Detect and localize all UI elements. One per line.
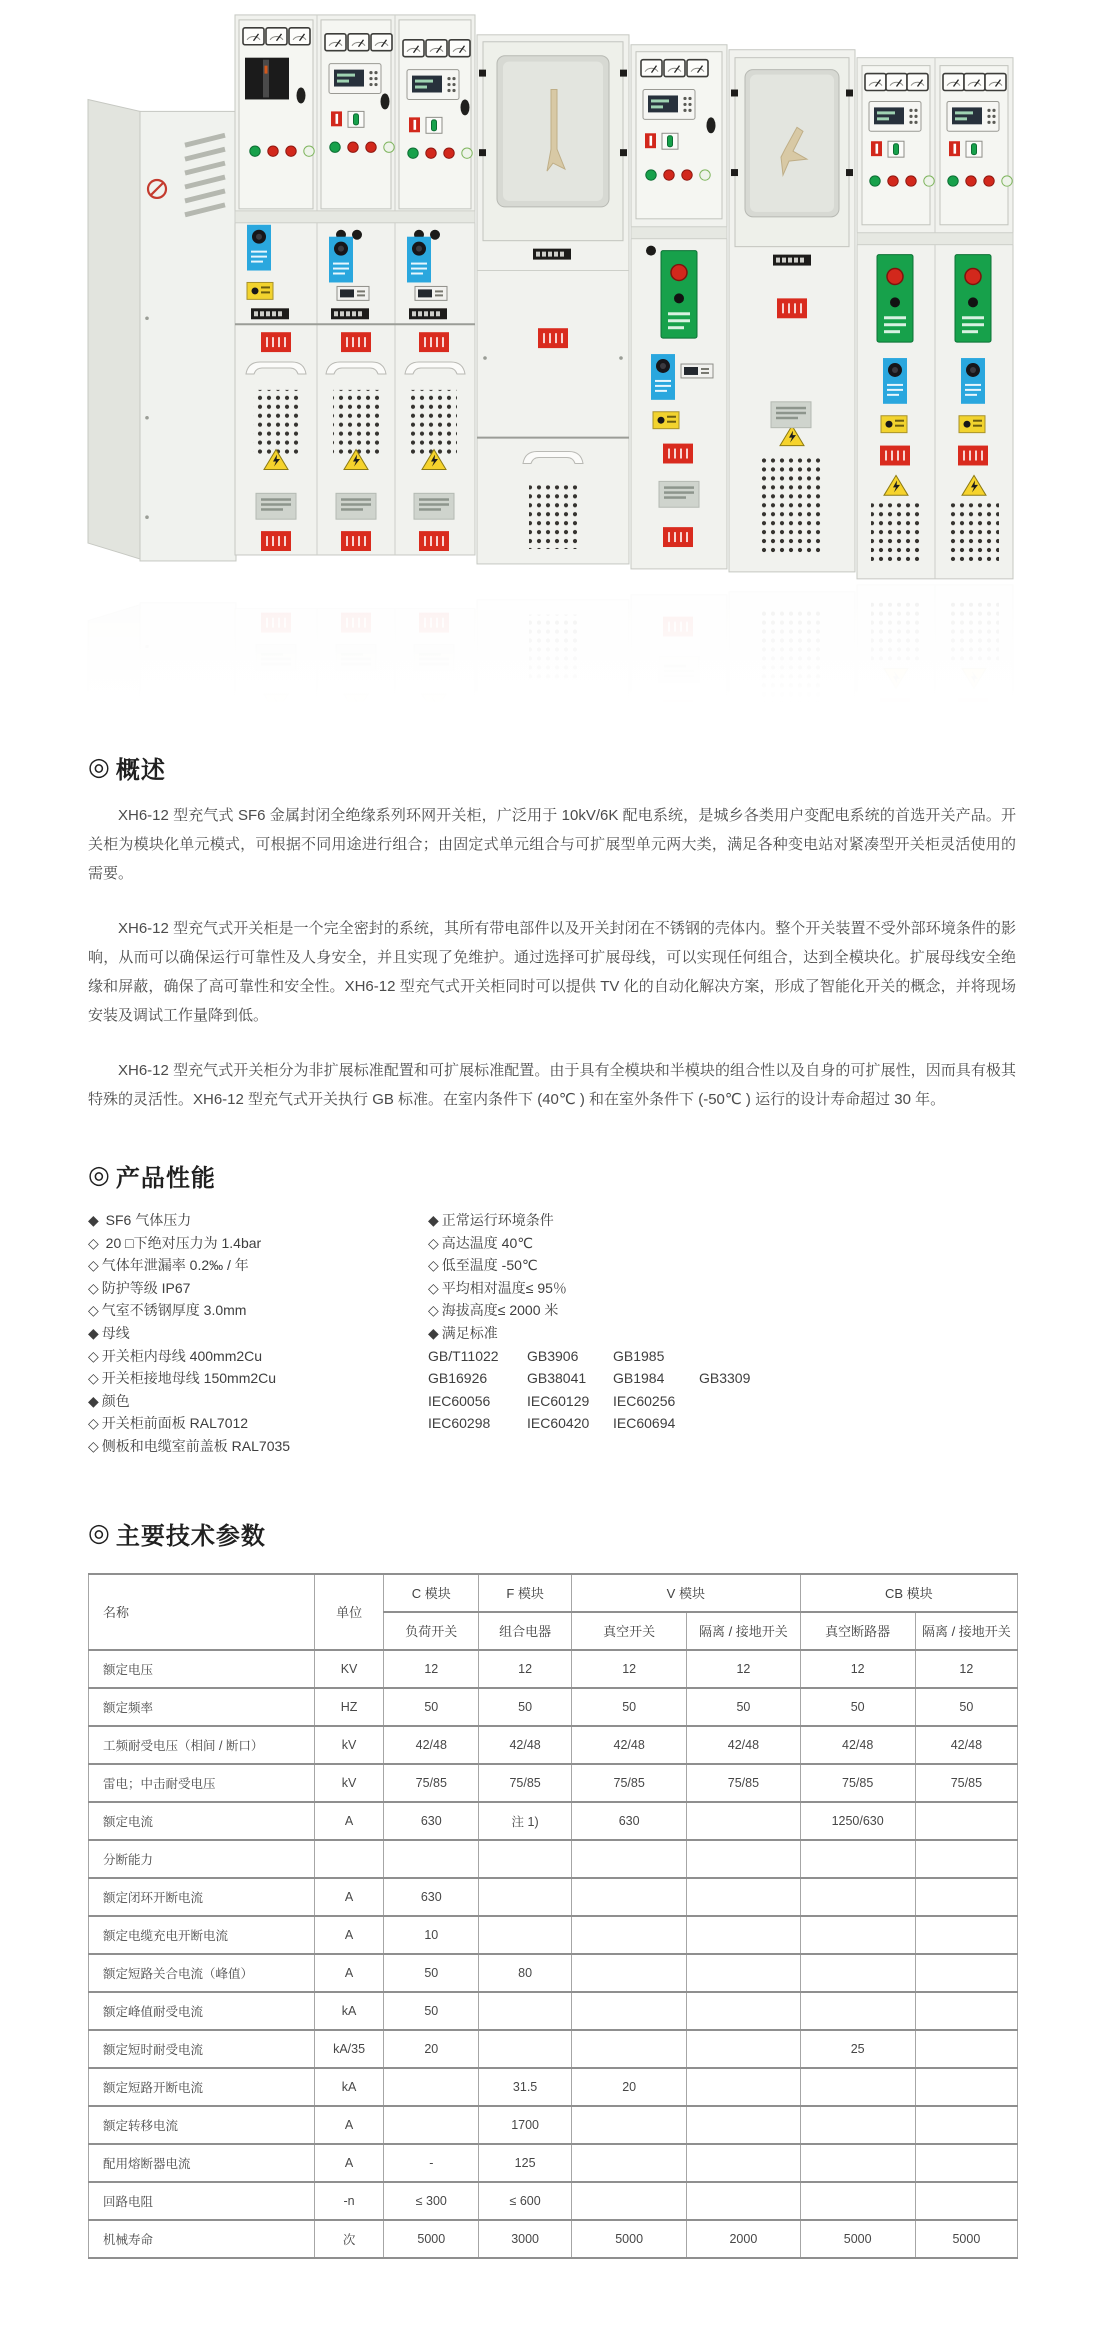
- param-value-cell: 630: [572, 1802, 687, 1840]
- window-cabinet-1: [477, 35, 629, 564]
- param-value-cell: [687, 2182, 800, 2220]
- param-value-cell: [687, 1916, 800, 1954]
- param-value-cell: 12: [384, 1650, 479, 1688]
- param-value-cell: 50: [479, 1688, 572, 1726]
- param-value-cell: 12: [800, 1650, 915, 1688]
- param-value-cell: [915, 1802, 1017, 1840]
- performance-item-label: 海拔高度≤ 2000 米: [441, 1302, 559, 1319]
- performance-columns: [88, 1209, 1016, 1458]
- bullet-icon: ◆: [428, 1324, 439, 1341]
- performance-item-label: 正常运行环境条件: [441, 1212, 554, 1228]
- performance-item: [428, 1209, 1016, 1232]
- bullet-icon: ◆: [88, 1392, 99, 1409]
- param-unit-cell: -n: [314, 2182, 384, 2220]
- param-value-cell: 42/48: [384, 1726, 479, 1764]
- performance-section: [88, 1158, 1016, 1458]
- param-name-cell: 额定短时耐受电流: [89, 2030, 315, 2068]
- performance-item: [88, 1254, 428, 1277]
- param-value-cell: [915, 2144, 1017, 2182]
- table-row: [89, 1688, 1018, 1726]
- bullet-icon: ◇: [428, 1234, 439, 1251]
- performance-item-label: SF6 气体压力: [101, 1212, 192, 1228]
- performance-item: [428, 1299, 1016, 1322]
- param-name-cell: 额定短路关合电流（峰值）: [89, 1954, 315, 1992]
- col-header-unit: 单位: [314, 1574, 384, 1650]
- param-value-cell: [687, 1878, 800, 1916]
- standard-code: IEC60298: [428, 1415, 491, 1432]
- page-bottom-spacer: [88, 2259, 1016, 2329]
- param-value-cell: 12: [915, 1650, 1017, 1688]
- table-row: [89, 1954, 1018, 1992]
- param-value-cell: [687, 1954, 800, 1992]
- param-unit-cell: HZ: [314, 1688, 384, 1726]
- param-value-cell: [479, 1992, 572, 2030]
- param-value-cell: [572, 2144, 687, 2182]
- param-value-cell: 1700: [479, 2106, 572, 2144]
- vent-grille: [253, 390, 299, 456]
- param-value-cell: [800, 1878, 915, 1916]
- param-value-cell: 630: [384, 1878, 479, 1916]
- param-name-cell: 机械寿命: [89, 2220, 315, 2258]
- col-header-sub: 组合电器: [479, 1612, 572, 1650]
- performance-heading: [88, 1158, 1016, 1193]
- performance-item-label: 开关柜内母线 400mm2Cu: [101, 1347, 263, 1364]
- parameters-table: [88, 1573, 1018, 2259]
- performance-item-label: 侧板和电缆室前盖板 RAL7035: [101, 1437, 291, 1454]
- param-value-cell: 3000: [479, 2220, 572, 2258]
- param-value-cell: 75/85: [915, 1764, 1017, 1802]
- performance-title: 产品性能: [115, 1165, 216, 1192]
- param-value-cell: [915, 1916, 1017, 1954]
- param-value-cell: 50: [384, 1954, 479, 1992]
- param-value-cell: [384, 2106, 479, 2144]
- param-value-cell: [915, 2068, 1017, 2106]
- performance-item-label: 平均相对温度≤ 95％: [441, 1279, 567, 1296]
- parameters-heading: [88, 1516, 1016, 1551]
- col-header-sub: 隔离 / 接地开关: [687, 1612, 800, 1650]
- param-value-cell: [479, 1878, 572, 1916]
- performance-item: [88, 1345, 428, 1368]
- performance-item: [88, 1232, 428, 1255]
- overview-section: [88, 750, 1016, 1114]
- param-value-cell: 20: [572, 2068, 687, 2106]
- param-value-cell: 75/85: [687, 1764, 800, 1802]
- col-header-group: F 模块: [479, 1574, 572, 1612]
- param-value-cell: [915, 2030, 1017, 2068]
- param-unit-cell: kA: [314, 2068, 384, 2106]
- param-value-cell: 75/85: [384, 1764, 479, 1802]
- param-value-cell: [572, 1916, 687, 1954]
- param-unit-cell: A: [314, 1916, 384, 1954]
- parameters-section: [88, 1516, 1016, 2259]
- param-unit-cell: A: [314, 1802, 384, 1840]
- table-row: [89, 2106, 1018, 2144]
- param-name-cell: 额定闭环开断电流: [89, 1878, 315, 1916]
- col-header-group: V 模块: [572, 1574, 801, 1612]
- bullet-icon: ◇: [88, 1234, 99, 1251]
- section-bullseye-icon: ◎: [88, 1518, 111, 1547]
- overview-heading: [88, 750, 1016, 785]
- standards-row: [428, 1390, 1016, 1413]
- param-value-cell: 75/85: [572, 1764, 687, 1802]
- performance-item: [428, 1254, 1016, 1277]
- param-value-cell: 注 1): [479, 1802, 572, 1840]
- param-value-cell: [572, 1878, 687, 1916]
- param-unit-cell: A: [314, 1954, 384, 1992]
- performance-right-column: [428, 1209, 1016, 1458]
- col-header-sub: 真空断路器: [800, 1612, 915, 1650]
- param-value-cell: ≤ 300: [384, 2182, 479, 2220]
- table-row: [89, 1650, 1018, 1688]
- switchgear-group-2: [857, 58, 1013, 579]
- bullet-icon: ◆: [88, 1212, 99, 1228]
- col-header-group: CB 模块: [800, 1574, 1017, 1612]
- performance-item-label: 气体年泄漏率 0.2‰ / 年: [101, 1257, 249, 1274]
- param-unit-cell: KV: [314, 1650, 384, 1688]
- bullet-icon: ◇: [88, 1279, 99, 1296]
- performance-item-label: 低至温度 -50℃: [441, 1257, 538, 1274]
- overview-title: 概述: [115, 757, 166, 784]
- standard-code: IEC60256: [613, 1392, 676, 1409]
- param-unit-cell: kV: [314, 1764, 384, 1802]
- performance-item-label: 满足标准: [441, 1324, 498, 1341]
- standard-code: GB/T11022: [428, 1347, 499, 1364]
- param-value-cell: 25: [800, 2030, 915, 2068]
- col-header-sub: 隔离 / 接地开关: [915, 1612, 1017, 1650]
- param-name-cell: 额定电压: [89, 1650, 315, 1688]
- param-value-cell: [800, 2144, 915, 2182]
- bullet-icon: ◇: [88, 1437, 99, 1454]
- table-row: [89, 1726, 1018, 1764]
- param-value-cell: [915, 1992, 1017, 2030]
- param-value-cell: 20: [384, 2030, 479, 2068]
- table-row: [89, 1802, 1018, 1840]
- bullet-icon: ◆: [428, 1212, 439, 1228]
- param-value-cell: 75/85: [800, 1764, 915, 1802]
- param-value-cell: [687, 1802, 800, 1840]
- table-row: [89, 2220, 1018, 2258]
- product-photo-container: [85, 0, 1015, 736]
- param-unit-cell: A: [314, 2144, 384, 2182]
- param-value-cell: 5000: [915, 2220, 1017, 2258]
- overview-paragraphs: [88, 801, 1016, 1114]
- param-name-cell: 额定电缆充电开断电流: [89, 1916, 315, 1954]
- table-header-row-1: [89, 1574, 1018, 1612]
- param-value-cell: [800, 1954, 915, 1992]
- table-row: [89, 2030, 1018, 2068]
- param-value-cell: 2000: [687, 2220, 800, 2258]
- param-value-cell: 125: [479, 2144, 572, 2182]
- overview-paragraph: XH6-12 型充气式开关柜是一个完全密封的系统，其所有带电部件以及开关封闭在不锈钢的壳体内。整个开关装置不受外部环境条件的影响，从而可以确保运行可靠性及人身安全，并且实现了免维护。通过选择可扩展母线，可以实现任何组合，达到全模块化。扩展母线安全绝缘和屏蔽，确保了高可靠性和安全性。XH6-12 型充气式开关柜同时可以提供 TV 化的自动化解决方案，形成了智能化开关的概念，并将现场安装及调试工作量降到低。: [88, 920, 1016, 1024]
- param-value-cell: [687, 1992, 800, 2030]
- standard-code: GB16926: [428, 1370, 488, 1387]
- bullet-icon: ◇: [88, 1302, 99, 1319]
- param-value-cell: 630: [384, 1802, 479, 1840]
- param-value-cell: 42/48: [479, 1726, 572, 1764]
- param-value-cell: 42/48: [800, 1726, 915, 1764]
- param-value-cell: [800, 2106, 915, 2144]
- performance-item: [88, 1367, 428, 1390]
- param-unit-cell: kA/35: [314, 2030, 384, 2068]
- param-value-cell: 1250/630: [800, 1802, 915, 1840]
- performance-item: [88, 1299, 428, 1322]
- param-value-cell: [687, 2106, 800, 2144]
- performance-item-label: 母线: [101, 1324, 130, 1341]
- standards-list: [428, 1345, 1016, 1435]
- param-value-cell: [572, 2106, 687, 2144]
- param-value-cell: [915, 1954, 1017, 1992]
- window-cabinet-2: [729, 50, 855, 572]
- performance-item-label: 气室不锈钢厚度 3.0mm: [101, 1302, 247, 1319]
- param-value-cell: 50: [800, 1688, 915, 1726]
- param-value-cell: [915, 1878, 1017, 1916]
- param-value-cell: [915, 2106, 1017, 2144]
- param-value-cell: [800, 1916, 915, 1954]
- performance-item-label: 开关柜接地母线 150mm2Cu: [101, 1370, 277, 1387]
- section-bullseye-icon: ◎: [88, 753, 111, 781]
- param-name-cell: 雷电；中击耐受电压: [89, 1764, 315, 1802]
- performance-item: [88, 1209, 428, 1232]
- bullet-icon: ◆: [88, 1324, 99, 1341]
- param-value-cell: 50: [687, 1688, 800, 1726]
- param-name-cell: 额定电流: [89, 1802, 315, 1840]
- table-row: [89, 1840, 1018, 1878]
- bullet-icon: ◇: [88, 1257, 99, 1274]
- performance-item: [88, 1412, 428, 1435]
- table-row: [89, 1878, 1018, 1916]
- col-header-sub: 负荷开关: [384, 1612, 479, 1650]
- table-row: [89, 1764, 1018, 1802]
- param-value-cell: 42/48: [915, 1726, 1017, 1764]
- param-value-cell: [572, 1840, 687, 1878]
- performance-left-column: [88, 1209, 428, 1458]
- param-name-cell: 额定峰值耐受电流: [89, 1992, 315, 2030]
- param-value-cell: [915, 2182, 1017, 2220]
- performance-item: [88, 1435, 428, 1458]
- performance-item-label: 防护等级 IP67: [101, 1279, 191, 1296]
- param-value-cell: 12: [687, 1650, 800, 1688]
- col-header-group: C 模块: [384, 1574, 479, 1612]
- param-value-cell: [687, 2030, 800, 2068]
- param-value-cell: [384, 2068, 479, 2106]
- param-value-cell: [572, 2182, 687, 2220]
- table-row: [89, 2182, 1018, 2220]
- param-value-cell: [479, 2030, 572, 2068]
- col-header-name: 名称: [89, 1574, 315, 1650]
- performance-item: [428, 1322, 1016, 1345]
- param-value-cell: 5000: [572, 2220, 687, 2258]
- param-value-cell: 10: [384, 1916, 479, 1954]
- param-value-cell: [800, 2182, 915, 2220]
- param-value-cell: [800, 1992, 915, 2030]
- param-value-cell: 50: [384, 1688, 479, 1726]
- standard-code: GB1985: [613, 1347, 665, 1364]
- param-value-cell: 80: [479, 1954, 572, 1992]
- param-name-cell: 分断能力: [89, 1840, 315, 1878]
- standard-code: IEC60129: [527, 1392, 590, 1409]
- performance-item-label: 颜色: [101, 1392, 130, 1409]
- param-unit-cell: A: [314, 1878, 384, 1916]
- param-value-cell: 42/48: [572, 1726, 687, 1764]
- performance-item: [428, 1277, 1016, 1300]
- standard-code: GB3309: [699, 1370, 751, 1387]
- param-value-cell: [915, 1840, 1017, 1878]
- param-value-cell: [687, 2144, 800, 2182]
- param-value-cell: [572, 1992, 687, 2030]
- overview-paragraph: XH6-12 型充气式开关柜分为非扩展标准配置和可扩展标准配置。由于具有全模块和半模块的组合性以及自身的可扩展性，因而具有极其特殊的灵活性。XH6-12 型充气式开关执行 GB 标准。在室内条件下 (40℃ ) 和在室外条件下 (-50℃ ) 运行的设计寿命超过 30 年。: [88, 1062, 1016, 1108]
- param-value-cell: [479, 1916, 572, 1954]
- table-row: [89, 2068, 1018, 2106]
- param-value-cell: ≤ 600: [479, 2182, 572, 2220]
- param-unit-cell: 次: [314, 2220, 384, 2258]
- parameters-title: 主要技术参数: [115, 1522, 266, 1550]
- param-name-cell: 回路电阻: [89, 2182, 315, 2220]
- table-row: [89, 1992, 1018, 2030]
- param-value-cell: 50: [384, 1992, 479, 2030]
- param-value-cell: [800, 2068, 915, 2106]
- section-bullseye-icon: ◎: [88, 1161, 111, 1189]
- param-value-cell: 5000: [384, 2220, 479, 2258]
- standards-row: [428, 1367, 1016, 1390]
- param-value-cell: [800, 1840, 915, 1878]
- performance-right-items: [428, 1209, 1016, 1345]
- parameters-table-body: [89, 1650, 1018, 2258]
- bullet-icon: ◇: [428, 1257, 439, 1274]
- param-value-cell: [572, 2030, 687, 2068]
- param-name-cell: 配用熔断器电流: [89, 2144, 315, 2182]
- performance-item: [88, 1277, 428, 1300]
- parameters-table-head: [89, 1574, 1018, 1650]
- standards-row: [428, 1412, 1016, 1435]
- overview-paragraph: XH6-12 型充气式 SF6 金属封闭全绝缘系列环网开关柜，广泛用于 10kV/6K 配电系统，是城乡各类用户变配电系统的首选开关产品。开关柜为模块化单元模式，可根据不同用途进行组合；由固定式单元组合与可扩展型单元两大类，满足各种变电站对紧凑型开关柜灵活使用的需要。: [88, 807, 1016, 882]
- param-unit-cell: [314, 1840, 384, 1878]
- performance-item-label: 开关柜前面板 RAL7012: [101, 1415, 249, 1432]
- param-value-cell: [384, 1840, 479, 1878]
- floor-reflection: [85, 582, 1015, 736]
- performance-item-label: 20 □下绝对压力为 1.4bar: [101, 1234, 262, 1251]
- performance-item-label: 高达温度 40℃: [441, 1234, 533, 1251]
- performance-item: [428, 1232, 1016, 1255]
- switchgear-product-image: [85, 0, 1015, 736]
- standards-row: [428, 1345, 1016, 1368]
- table-row: [89, 1916, 1018, 1954]
- side-cabinet: [88, 99, 236, 560]
- standard-code: IEC60056: [428, 1392, 491, 1409]
- standard-code: IEC60420: [527, 1415, 590, 1432]
- param-value-cell: -: [384, 2144, 479, 2182]
- param-unit-cell: kA: [314, 1992, 384, 2030]
- param-value-cell: 50: [572, 1688, 687, 1726]
- param-value-cell: 5000: [800, 2220, 915, 2258]
- performance-item: [88, 1322, 428, 1345]
- param-value-cell: 50: [915, 1688, 1017, 1726]
- bullet-icon: ◇: [88, 1415, 99, 1432]
- param-name-cell: 额定转移电流: [89, 2106, 315, 2144]
- param-value-cell: [687, 1840, 800, 1878]
- param-value-cell: [572, 1954, 687, 1992]
- bullet-icon: ◇: [88, 1347, 99, 1364]
- param-name-cell: 额定频率: [89, 1688, 315, 1726]
- param-value-cell: 42/48: [687, 1726, 800, 1764]
- param-value-cell: 12: [572, 1650, 687, 1688]
- page-content: [88, 750, 1016, 2329]
- standard-code: GB1984: [613, 1370, 665, 1387]
- switchgear-group-1: [235, 15, 475, 555]
- breaker-panel: [245, 58, 289, 100]
- param-unit-cell: kV: [314, 1726, 384, 1764]
- control-cabinet-2: [631, 45, 727, 569]
- bullet-icon: ◇: [428, 1302, 439, 1319]
- param-value-cell: 12: [479, 1650, 572, 1688]
- bullet-icon: ◇: [88, 1370, 99, 1387]
- standard-code: GB38041: [527, 1370, 587, 1387]
- param-value-cell: 31.5: [479, 2068, 572, 2106]
- param-name-cell: 额定短路开断电流: [89, 2068, 315, 2106]
- performance-item: [88, 1390, 428, 1413]
- table-row: [89, 2144, 1018, 2182]
- col-header-sub: 真空开关: [572, 1612, 687, 1650]
- param-value-cell: [687, 2068, 800, 2106]
- param-unit-cell: A: [314, 2106, 384, 2144]
- param-value-cell: [479, 1840, 572, 1878]
- bullet-icon: ◇: [428, 1279, 439, 1296]
- param-name-cell: 工频耐受电压（相间 / 断口）: [89, 1726, 315, 1764]
- param-value-cell: 75/85: [479, 1764, 572, 1802]
- standard-code: GB3906: [527, 1347, 579, 1364]
- standard-code: IEC60694: [613, 1415, 676, 1432]
